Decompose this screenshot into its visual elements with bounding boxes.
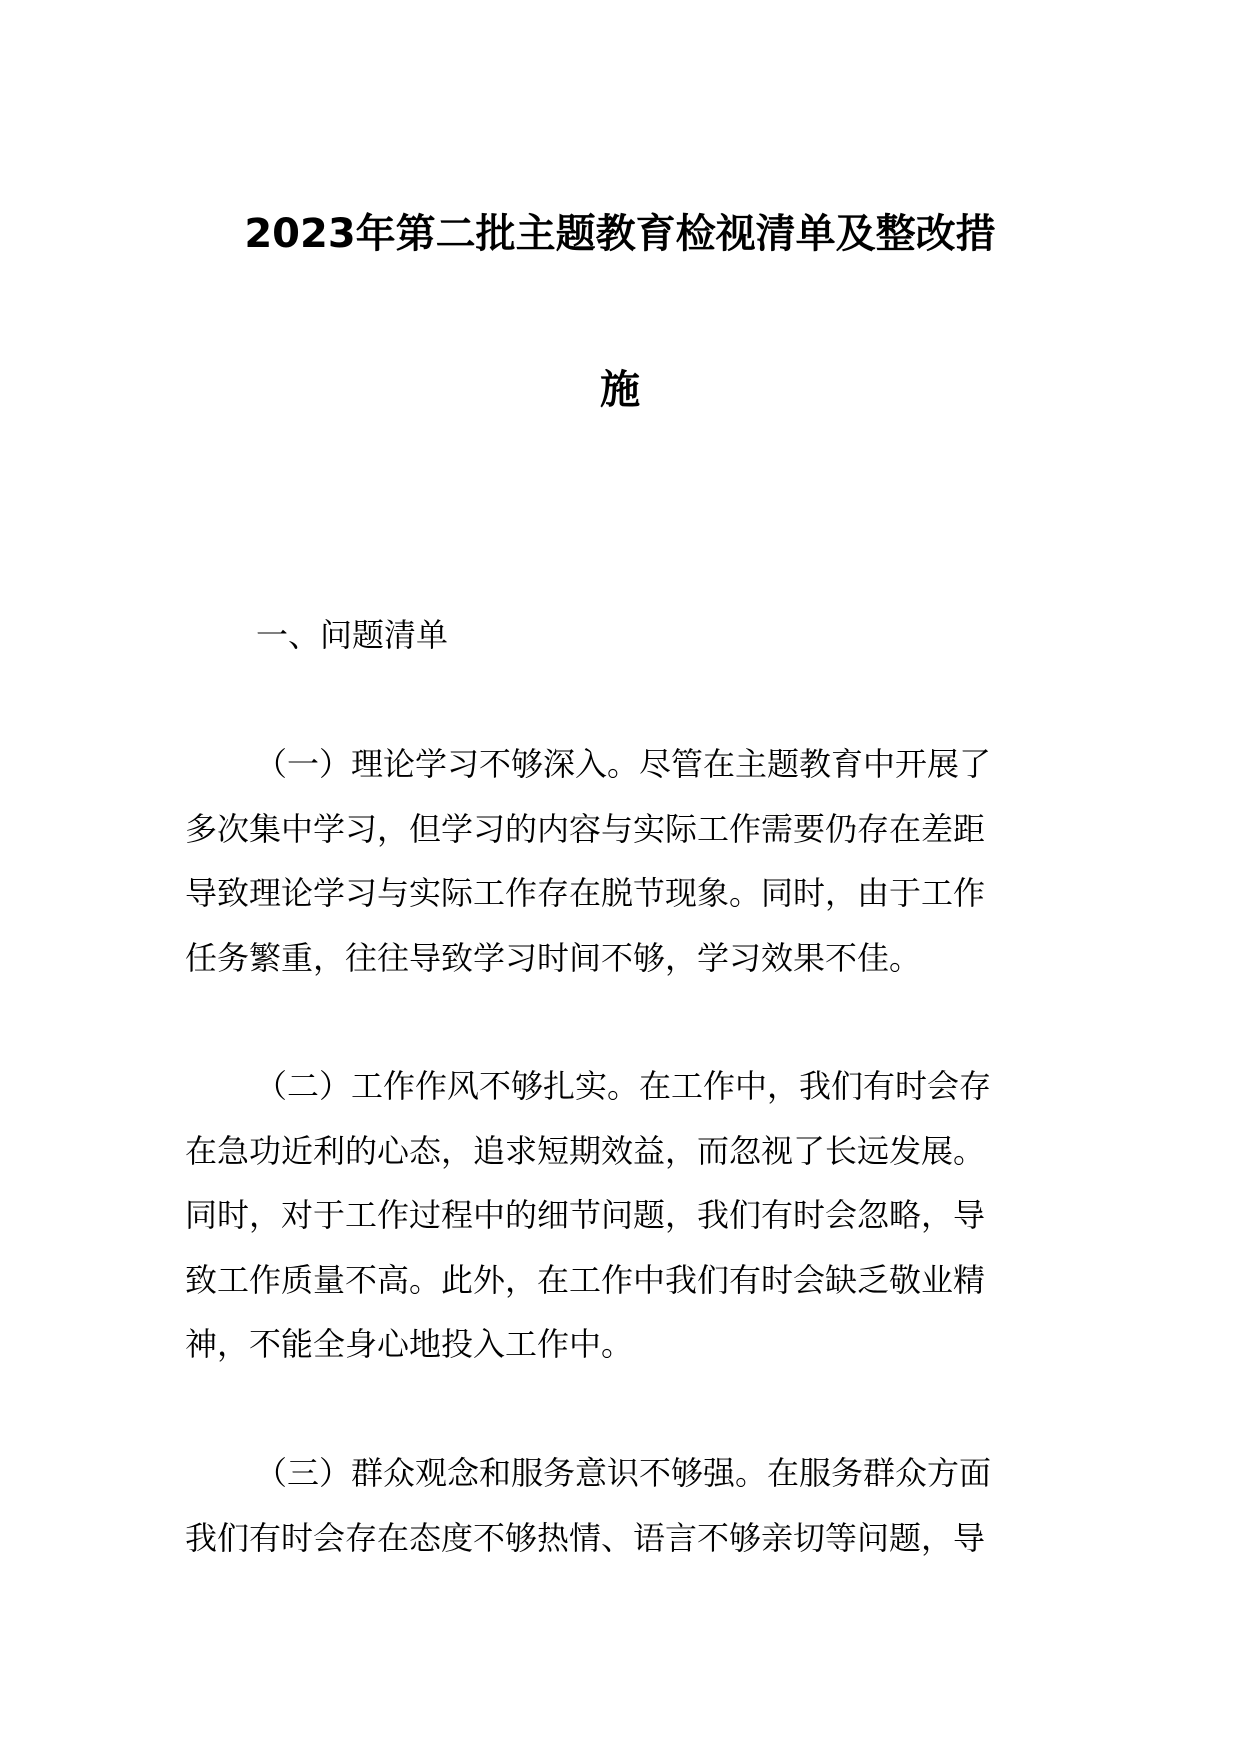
paragraph-line: 在急功近利的心态，追求短期效益，而忽视了长远发展。: [185, 1131, 986, 1170]
paragraph-line: 致工作质量不高。此外，在工作中我们有时会缺乏敬业精: [185, 1260, 986, 1299]
paragraph-3: [185, 1452, 1055, 1581]
paragraph-line: 神，不能全身心地投入工作中。: [185, 1325, 634, 1363]
document-title-line-1: 2023年第二批主题教育检视清单及整改措: [244, 211, 996, 257]
paragraph-line: （一）理论学习不够深入。尽管在主题教育中开展了: [255, 745, 992, 783]
paragraph-line: 同时，对于工作过程中的细节问题，我们有时会忽略，导: [185, 1196, 986, 1234]
paragraph-line: 多次集中学习，但学习的内容与实际工作需要仍存在差距: [185, 809, 986, 848]
document-title-line-2: 施: [600, 367, 640, 413]
paragraph-line: 我们有时会存在态度不够热情、语言不够亲切等问题，导: [185, 1518, 986, 1557]
paragraph-1: [185, 743, 1055, 1001]
paragraph-2: [185, 1065, 1055, 1388]
paragraph-line: （三）群众观念和服务意识不够强。在服务群众方面: [255, 1454, 992, 1492]
paragraph-line: 任务繁重，往往导致学习时间不够，学习效果不佳。: [185, 938, 922, 977]
paragraph-line: 导致理论学习与实际工作存在脱节现象。同时，由于工作: [185, 874, 986, 912]
section-heading: 一、问题清单: [256, 616, 449, 654]
paragraph-line: （二）工作作风不够扎实。在工作中，我们有时会存: [255, 1067, 992, 1105]
